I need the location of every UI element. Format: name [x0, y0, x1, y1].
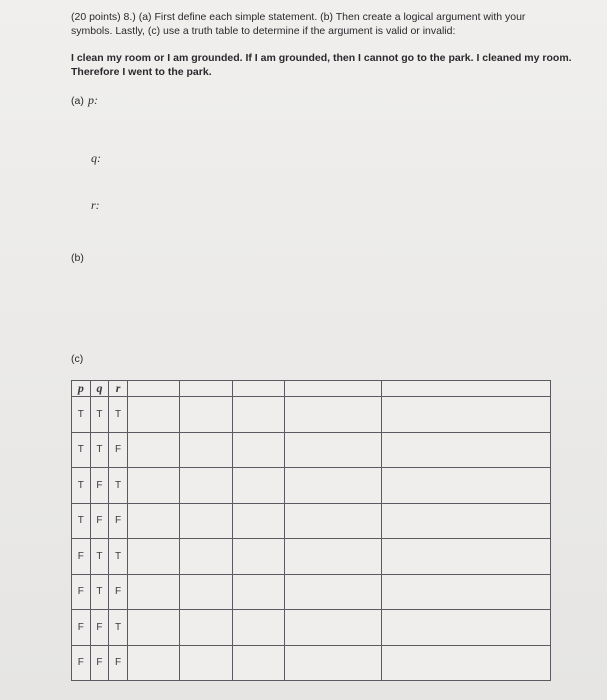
table-row	[72, 574, 551, 610]
empty-cell	[180, 610, 232, 646]
r-value: F	[109, 574, 128, 610]
empty-header-cell	[232, 381, 284, 397]
r-value: T	[109, 397, 128, 433]
question-header-line-1: (20 points) 8.) (a) First define each simple statement. (b) Then create a logical argument with your	[71, 11, 526, 23]
empty-cell	[232, 574, 284, 610]
statement-r-label: r:	[91, 198, 100, 212]
empty-cell	[285, 539, 382, 575]
empty-cell	[381, 432, 550, 468]
truth-table	[71, 380, 551, 681]
empty-cell	[232, 432, 284, 468]
empty-cell	[285, 432, 382, 468]
r-value: F	[109, 432, 128, 468]
q-value: T	[90, 397, 109, 433]
r-value: F	[109, 645, 128, 681]
table-row	[72, 468, 551, 504]
q-value: F	[90, 645, 109, 681]
r-value: F	[109, 503, 128, 539]
empty-cell	[127, 432, 179, 468]
empty-cell	[127, 539, 179, 575]
r-value: T	[109, 539, 128, 575]
statement-p-label: p:	[88, 93, 98, 107]
q-value: T	[90, 432, 109, 468]
part-c-label: (c)	[71, 353, 84, 365]
empty-cell	[285, 610, 382, 646]
table-row	[72, 432, 551, 468]
p-value: T	[72, 503, 91, 539]
table-row	[72, 503, 551, 539]
empty-cell	[180, 468, 232, 504]
empty-cell	[180, 645, 232, 681]
p-value: F	[72, 539, 91, 575]
empty-cell	[285, 503, 382, 539]
empty-header-cell	[127, 381, 179, 397]
empty-cell	[285, 397, 382, 433]
empty-cell	[285, 645, 382, 681]
header-r: r	[109, 381, 128, 397]
empty-header-cell	[180, 381, 232, 397]
q-value: F	[90, 503, 109, 539]
question-header-line-2: symbols. Lastly, (c) use a truth table to determine if the argument is valid or invalid:	[71, 25, 456, 37]
empty-cell	[180, 432, 232, 468]
p-value: T	[72, 397, 91, 433]
truth-table-header-row	[72, 381, 551, 397]
q-value: F	[90, 468, 109, 504]
header-q: q	[90, 381, 109, 397]
p-value: T	[72, 468, 91, 504]
r-value: T	[109, 468, 128, 504]
p-value: T	[72, 432, 91, 468]
empty-cell	[232, 645, 284, 681]
empty-cell	[381, 645, 550, 681]
empty-cell	[232, 397, 284, 433]
empty-cell	[381, 539, 550, 575]
p-value: F	[72, 645, 91, 681]
p-value: F	[72, 610, 91, 646]
q-value: T	[90, 539, 109, 575]
empty-cell	[285, 468, 382, 504]
empty-cell	[127, 468, 179, 504]
empty-cell	[127, 397, 179, 433]
empty-cell	[232, 503, 284, 539]
empty-cell	[127, 574, 179, 610]
empty-cell	[381, 503, 550, 539]
header-p: p	[72, 381, 91, 397]
table-row	[72, 610, 551, 646]
empty-cell	[232, 610, 284, 646]
statement-q-label: q:	[91, 151, 101, 165]
part-b-label: (b)	[71, 252, 84, 264]
empty-cell	[232, 539, 284, 575]
empty-cell	[381, 610, 550, 646]
q-value: T	[90, 574, 109, 610]
empty-cell	[127, 610, 179, 646]
p-value: F	[72, 574, 91, 610]
empty-cell	[381, 574, 550, 610]
empty-cell	[381, 468, 550, 504]
r-value: T	[109, 610, 128, 646]
empty-header-cell	[285, 381, 382, 397]
empty-cell	[285, 574, 382, 610]
empty-cell	[381, 397, 550, 433]
empty-cell	[127, 645, 179, 681]
table-row	[72, 645, 551, 681]
empty-cell	[180, 539, 232, 575]
table-row	[72, 397, 551, 433]
empty-cell	[127, 503, 179, 539]
empty-cell	[180, 503, 232, 539]
argument-statement-line-2: Therefore I went to the park.	[71, 66, 212, 78]
empty-cell	[180, 397, 232, 433]
empty-header-cell	[381, 381, 550, 397]
empty-cell	[180, 574, 232, 610]
part-a-label: (a)	[71, 95, 84, 107]
empty-cell	[232, 468, 284, 504]
argument-statement-line-1: I clean my room or I am grounded. If I am grounded, then I cannot go to the park. I cleaned my room.	[71, 52, 572, 64]
table-row	[72, 539, 551, 575]
q-value: F	[90, 610, 109, 646]
